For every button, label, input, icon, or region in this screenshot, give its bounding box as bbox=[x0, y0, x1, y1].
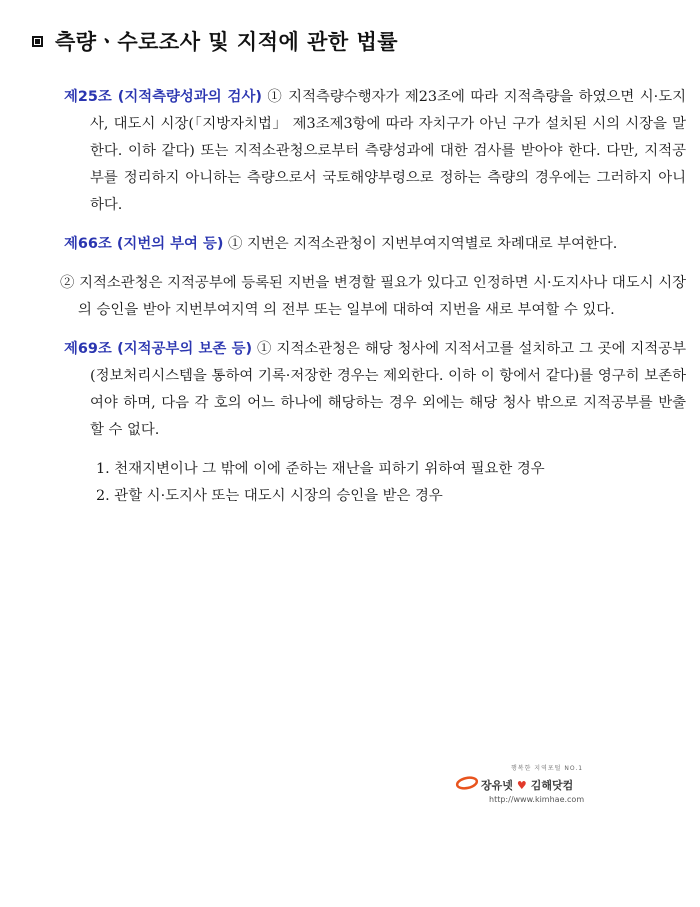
page-title-text: 측량ㆍ수로조사 및 지적에 관한 법률 bbox=[55, 30, 399, 54]
article-25-text: ① 지적측량수행자가 제23조에 따라 지적측량을 하였으면 시·도지사, 대도시 시장(「지방자치법」 제3조제3항에 따라 자치구가 아닌 구가 설치된 시의 시장을 말한다. 이하 같다) 또는 지적소관청으로부터 측량성과에 대한 검사를 받아야 한다. 다만, 지적공부를 정리하지 아니하는 측량으로서 국토해양부령으로 정하는 측량의 경우에는 그러하지 아니하다. bbox=[90, 89, 686, 213]
article-66-paragraph-2: ② 지적소관청은 지적공부에 등록된 지번을 변경할 필요가 있다고 인정하면 시·도지사나 대도시 시장의 승인을 받아 지번부여지역 의 전부 또는 일부에 대하여 지번을 새로 부여할 수 있다. bbox=[60, 275, 686, 318]
article-25-heading: 제25조 (지적측량성과의 검사) bbox=[64, 89, 262, 105]
article-69-text: ① 지적소관청은 해당 청사에 지적서고를 설치하고 그 곳에 지적공부(정보처리시스템을 통하여 기록·저장한 경우는 제외한다. 이하 이 항에서 같다)를 영구히 보존하여야 하며, 다음 각 호의 어느 하나에 해당하는 경우 외에는 해당 청사 밖으로 지적공부를 반출할 수 없다. bbox=[90, 341, 686, 438]
logo-name bbox=[481, 777, 573, 793]
list-item: 2. 관할 시·도지사 또는 대도시 시장의 승인을 받은 경우 bbox=[96, 488, 443, 504]
site-logo[interactable] bbox=[455, 763, 595, 813]
logo-tagline: 행복한 지역포털 NO.1 bbox=[511, 765, 584, 772]
article-66-text: ① 지번은 지적소관청이 지번부여지역별로 차례대로 부여한다. bbox=[223, 236, 618, 252]
article-25 bbox=[64, 84, 686, 219]
article-69 bbox=[64, 336, 686, 444]
article-69-heading: 제69조 (지적공부의 보존 등) bbox=[64, 341, 253, 357]
list-item: 1. 천재지변이나 그 밖에 이에 준하는 재난을 피하기 위하여 필요한 경우 bbox=[96, 461, 545, 477]
article-69-items bbox=[96, 456, 686, 510]
article-66-heading: 제66조 (지번의 부여 등) bbox=[64, 236, 224, 252]
page-title bbox=[32, 26, 398, 56]
swoosh-logo-icon bbox=[455, 775, 483, 791]
logo-name-left: 장유넷 bbox=[481, 779, 513, 792]
square-bullet-icon bbox=[32, 36, 43, 47]
logo-url: http://www.kimhae.com bbox=[489, 795, 585, 804]
article-66 bbox=[64, 231, 686, 258]
logo-name-right: 김해닷컴 bbox=[530, 779, 574, 792]
heart-icon: ♥ bbox=[516, 778, 527, 792]
law-body bbox=[60, 84, 686, 510]
